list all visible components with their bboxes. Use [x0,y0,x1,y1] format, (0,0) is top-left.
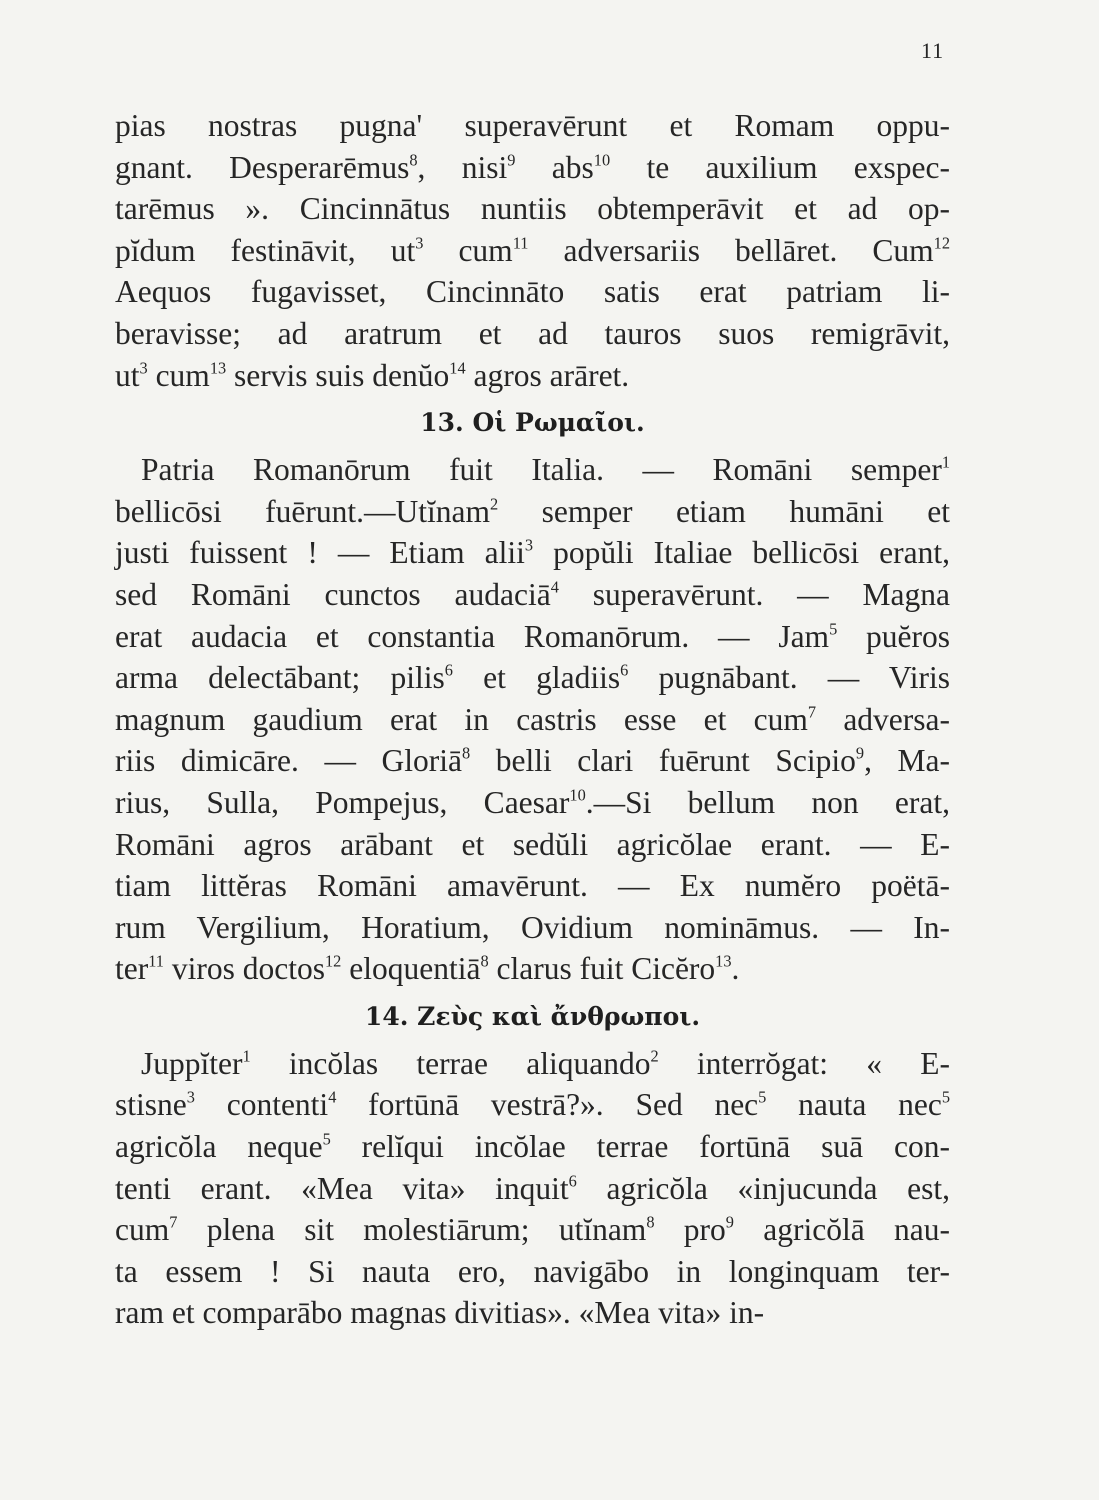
text-line: rius, Sulla, Pompejus, Caesar$^{10}$.—Si bellum non erat, [115,784,950,820]
text-line: beravisse; ad aratrum et ad tauros suos remigrāvit, [115,315,950,351]
text-line: pĭdum festināvit, $ut^3$ cum$^{11}$ adversariis bellāret. Cum$^{12}$ [115,232,950,268]
text-line: Romāni agros arābant et sedŭli agricŏlae erant. — E- [115,826,950,862]
text-line: justi fuissent ! — Etiam alii$^3$ popŭli Italiae bellicōsi erant, [115,535,950,571]
text-line: Aequos fugavisset, Cincinnāto satis erat patriam li- [115,274,950,310]
text-line: magnum gaudium erat in castris esse et cum$^7$ adversa- [115,701,950,737]
text-block [115,105,950,1334]
text-line: tiam littĕras Romāni amavērunt. — Ex numĕro poëtā- [115,868,950,904]
section-12-continuation [115,105,950,396]
text-line: tenti erant. «Mea vita» inquit$^6$ agricŏla «injucunda est, [115,1170,950,1206]
section-14-heading: 14. Ζεὺς καὶ ἄνθρωποι. [364,1001,701,1031]
text-line: tarēmus ». Cincinnātus nuntiis obtemperāvit et ad op- [115,191,950,227]
text-line: sed Romāni cunctos audaciā$^4$ superavērunt. — Magna [115,576,951,612]
text-line: gnant. Desperarēmus$^8$, nisi$^9$ abs$^{10}$ te auxilium exspec- [115,149,950,185]
text-line: rum Vergilium, Horatium, Ovidium nomināmus. — In- [115,909,950,945]
text-line: $ut^3$ cum$^{13}$ servis suis denŭo$^{14}$ agros arāret. [115,357,630,393]
text-line: stisne$^3$ contenti$^4$ fortūnā vestrā?». Sed nec$^5$ nauta nec$^5$ [115,1087,950,1123]
text-line: bellicōsi fuērunt.—Utĭnam$^2$ semper etiam humāni et [115,493,950,529]
text-line: Juppĭter$^1$ incŏlas terrae aliquando$^2$ interrŏgat: « E- [141,1045,950,1081]
text-line: agricŏla neque$^5$ relĭqui incŏlae terrae fortūnā suā con- [115,1129,950,1165]
text-line: arma delectābant; pilis$^6$ et gladiis$^6$ pugnābant. — Viris [115,660,950,696]
section-14-body [115,1043,950,1334]
text-line: Patria Romanōrum fuit Italia. — Romāni semper$^1$ [141,452,950,488]
text-line: ram et comparābo magnas divitias». «Mea vita» in- [115,1295,765,1331]
section-13-heading: 13. Οἱ Ρωμαῖοι. [420,408,645,438]
text-line: ter$^{11}$ viros doctos$^{12}$ eloquentiā$^8$ clarus fuit Cicĕro$^{13}$. [115,951,740,987]
page-number: 11 [921,38,945,63]
text-line: erat audacia et constantia Romanōrum. — Jam$^5$ puĕros [115,618,951,654]
text-line: pias nostras pugna' superavērunt et Romam oppu- [115,108,950,143]
text-line: riis dimicāre. — Gloriā$^8$ belli clari fuērunt Scipio$^9$, Ma- [115,743,950,779]
text-line: cum$^7$ plena sit molestiārum; utĭnam$^8$ pro$^9$ agricŏlā nau- [115,1212,950,1248]
section-13-body [115,449,950,990]
text-line: ta essem ! Si nauta ero, navigābo in longinquam ter- [115,1253,950,1289]
